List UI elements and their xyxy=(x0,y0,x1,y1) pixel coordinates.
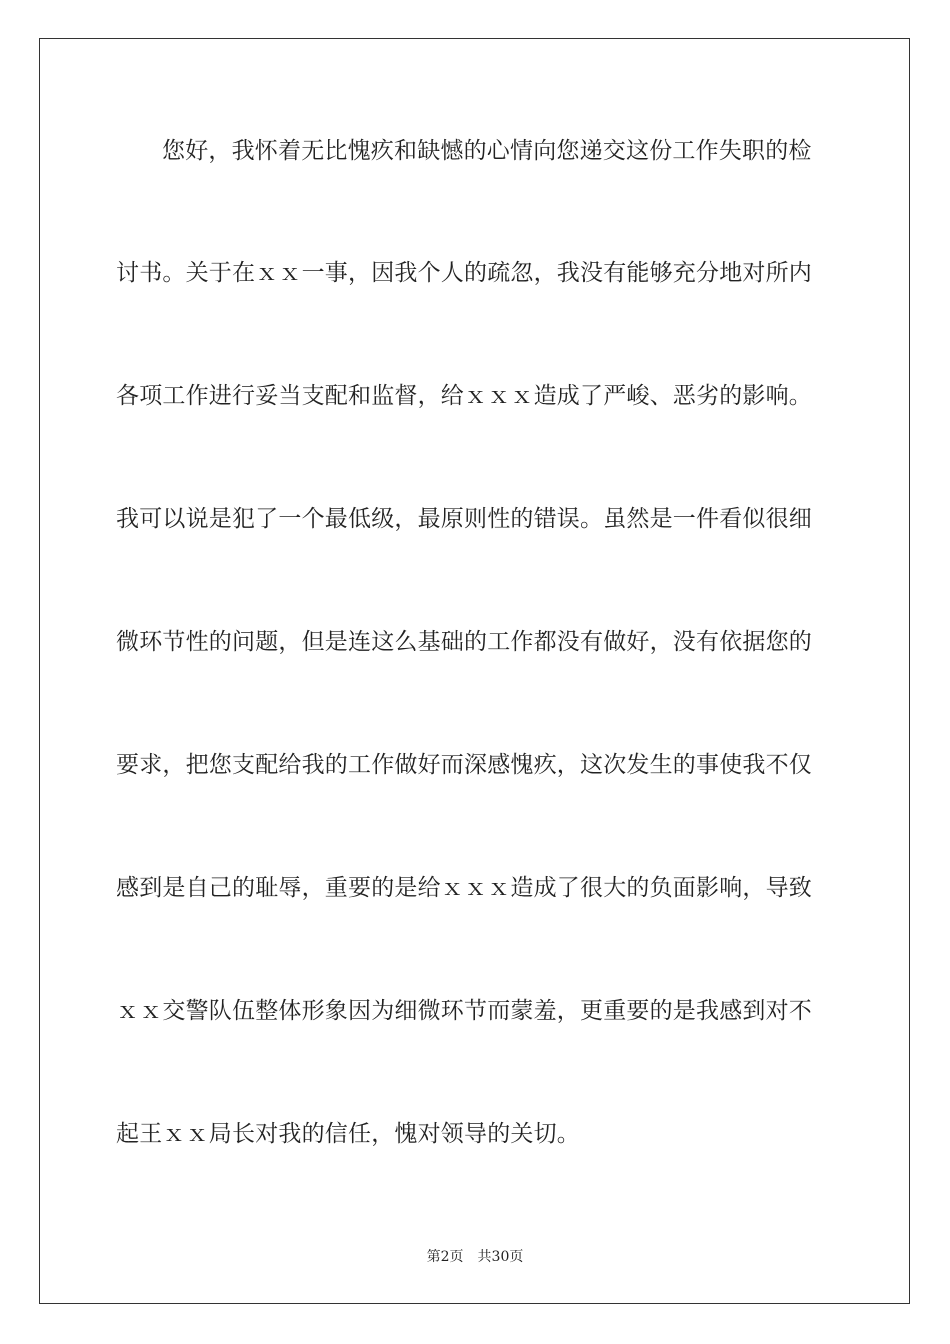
body-line-6: 要求，把您支配给我的工作做好而深感愧疚，这次发生的事使我不仅 xyxy=(116,752,812,778)
body-line-4: 我可以说是犯了一个最低级，最原则性的错误。虽然是一件看似很细 xyxy=(116,506,812,532)
body-line-9: 起王ｘｘ局长对我的信任，愧对领导的关切。 xyxy=(116,1121,580,1147)
body-line-7: 感到是自己的耻辱，重要的是给ｘｘｘ造成了很大的负面影响，导致 xyxy=(116,875,812,901)
total-page-count: 共30页 xyxy=(477,1249,524,1265)
current-page-number: 第2页 xyxy=(426,1249,464,1265)
body-line-3: 各项工作进行妥当支配和监督，给ｘｘｘ造成了严峻、恶劣的影响。 xyxy=(116,383,812,409)
body-line-8: ｘｘ交警队伍整体形象因为细微环节而蒙羞，更重要的是我感到对不 xyxy=(116,998,812,1024)
body-line-1: 您好，我怀着无比愧疚和缺憾的心情向您递交这份工作失职的检 xyxy=(162,138,812,164)
page-footer xyxy=(0,1248,950,1266)
body-line-2: 讨书。关于在ｘｘ一事，因我个人的疏忽，我没有能够充分地对所内 xyxy=(116,260,812,286)
body-line-5: 微环节性的问题，但是连这么基础的工作都没有做好，没有依据您的 xyxy=(116,629,812,655)
page-border xyxy=(39,38,910,1304)
